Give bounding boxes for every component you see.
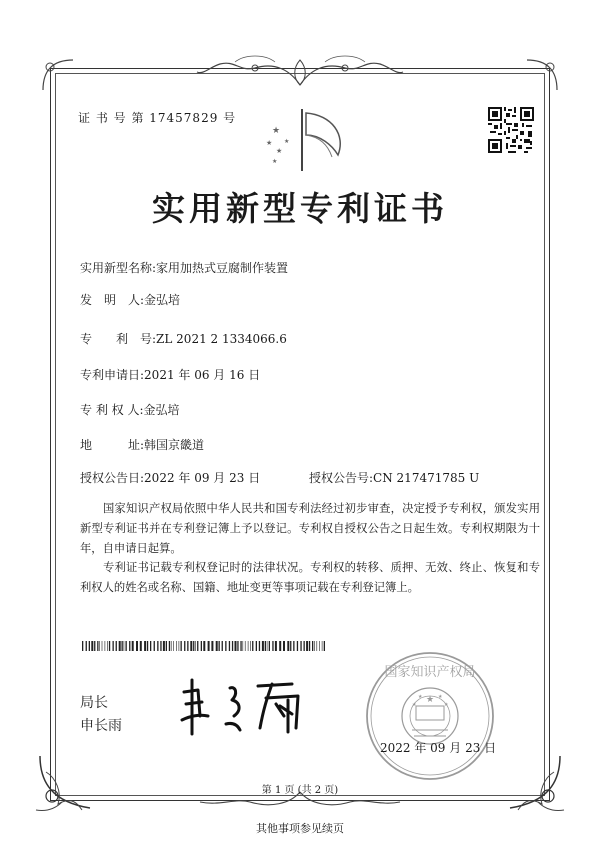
field-value: 金弘培 bbox=[143, 403, 180, 417]
svg-text:★: ★ bbox=[444, 702, 449, 708]
field-label: 专 利 权 人: bbox=[80, 403, 144, 417]
field-value: 金弘培 bbox=[144, 293, 181, 307]
field-patent-number bbox=[80, 330, 287, 347]
field-grant-number bbox=[309, 469, 479, 486]
field-value: 2022 年 09 月 23 日 bbox=[144, 471, 261, 485]
certificate-number: 证 书 号 第 17457829 号 bbox=[78, 111, 237, 125]
field-address bbox=[80, 436, 204, 453]
svg-text:★: ★ bbox=[412, 702, 417, 708]
barcode bbox=[82, 641, 326, 651]
field-inventor bbox=[80, 291, 180, 308]
page-indicator: 第 1 页 (共 2 页) bbox=[261, 785, 339, 796]
handwritten-signature bbox=[180, 676, 310, 736]
field-value: ZL 2021 2 1334066.6 bbox=[156, 332, 287, 346]
field-utility-model-name bbox=[80, 259, 288, 276]
top-ornament bbox=[195, 50, 405, 90]
svg-text:★: ★ bbox=[272, 126, 281, 136]
corner-ornament-top-left bbox=[38, 55, 78, 95]
field-label: 授权公告号: bbox=[309, 471, 374, 485]
footer-note: 其他事项参见续页 bbox=[256, 822, 344, 835]
field-label: 专 利 号: bbox=[80, 332, 157, 346]
issue-date: 2022 年 09 月 23 日 bbox=[380, 741, 497, 755]
corner-ornament-top-right bbox=[522, 55, 562, 95]
svg-text:★: ★ bbox=[276, 147, 283, 155]
field-value: 家用加热式豆腐制作装置 bbox=[156, 261, 289, 275]
svg-text:★: ★ bbox=[425, 695, 435, 705]
svg-text:★: ★ bbox=[266, 139, 273, 147]
field-label: 专利申请日: bbox=[80, 368, 145, 382]
field-value: CN 217471785 U bbox=[373, 471, 480, 485]
field-value: 2021 年 06 月 16 日 bbox=[144, 368, 261, 382]
field-label: 发 明 人: bbox=[80, 293, 145, 307]
field-label: 授权公告日: bbox=[80, 471, 145, 485]
svg-text:★: ★ bbox=[284, 138, 290, 145]
official-seal bbox=[364, 650, 496, 782]
field-grant-date bbox=[80, 469, 260, 486]
signatory-title: 局长 bbox=[80, 695, 108, 711]
svg-text:★: ★ bbox=[438, 694, 443, 700]
field-patentee bbox=[80, 401, 180, 418]
field-label: 实用新型名称: bbox=[80, 261, 157, 275]
field-value: 韩国京畿道 bbox=[144, 438, 205, 452]
field-filing-date bbox=[80, 366, 260, 383]
svg-text:★: ★ bbox=[272, 158, 278, 165]
certificate-title: 实用新型专利证书 bbox=[152, 189, 448, 228]
seal-text: 国家知识产权局 bbox=[384, 665, 476, 680]
qr-code bbox=[488, 107, 534, 153]
patent-office-logo bbox=[262, 105, 352, 175]
legal-status-paragraph: 专利证书记载专利权登记时的法律状况。专利权的转移、质押、无效、终止、恢复和专利权人的姓名或名称、国籍、地址变更等事项记载在专利登记簿上。 bbox=[80, 561, 540, 594]
svg-text:★: ★ bbox=[418, 694, 423, 700]
grant-statement-paragraph: 国家知识产权局依照中华人民共和国专利法经过初步审查，决定授予专利权，颁发实用新型专利证书并在专利登记簿上予以登记。专利权自授权公告之日起生效。专利权期限为十年，自申请日起算。 bbox=[80, 502, 540, 555]
signatory-name: 申长雨 bbox=[80, 718, 122, 734]
field-label: 地 址: bbox=[80, 438, 145, 452]
